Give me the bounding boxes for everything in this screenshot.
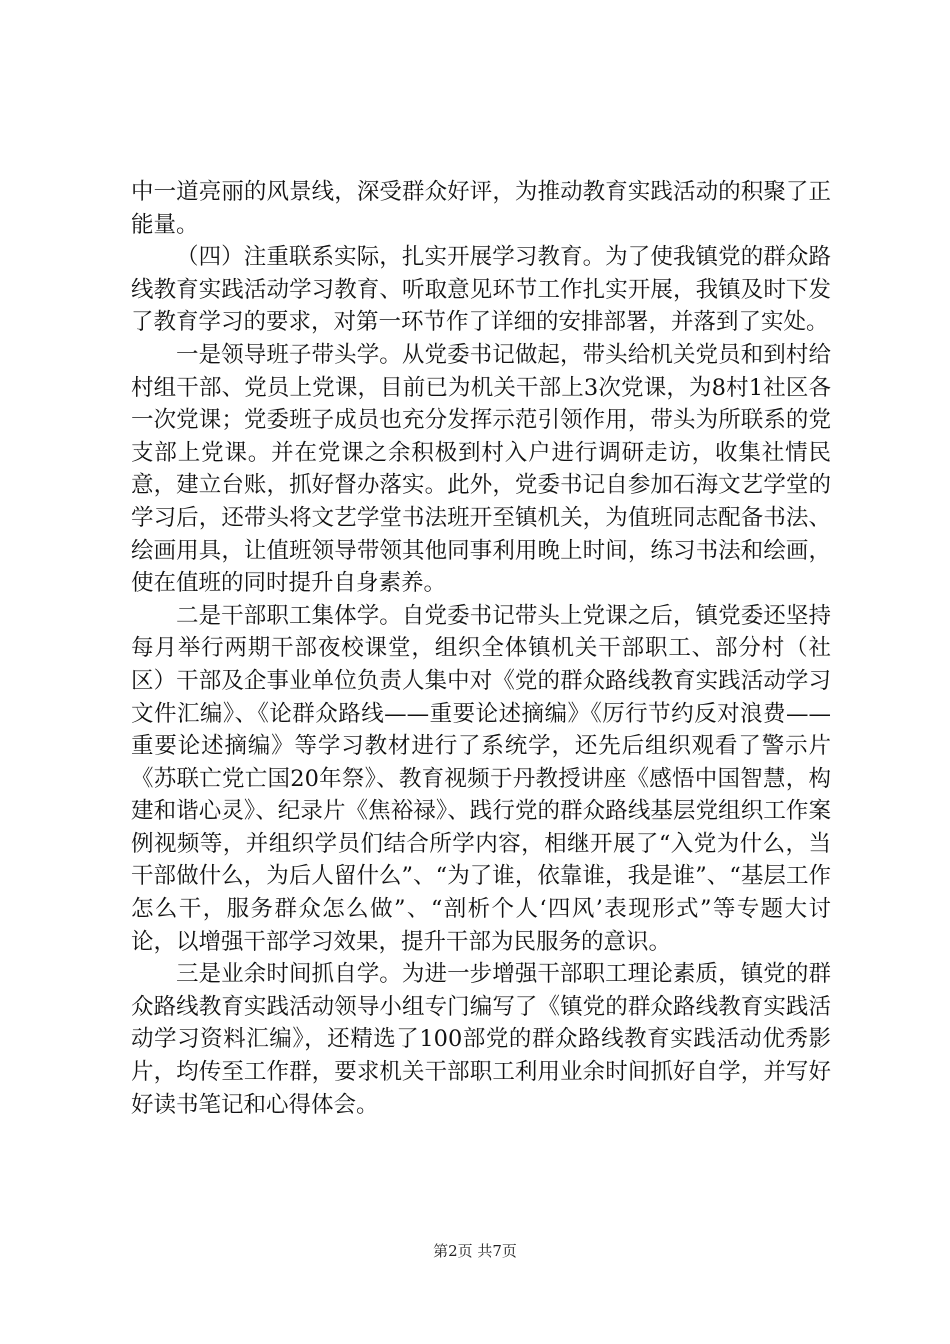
paragraph-self-study: 三是业余时间抓自学。为进一步增强干部职工理论素质，镇党的群众路线教育实践活动领导小组专门编写了《镇党的群众路线教育实践活动学习资料汇编》，还精选了100部党的群众路线教育实践活动优秀影片，均传至工作群，要求机关干部职工利用业余时间抓好自学，并写好好读书笔记和心得体会。 bbox=[131, 961, 831, 1118]
document-body bbox=[131, 176, 831, 1121]
paragraph-collective-study: 二是干部职工集体学。自党委书记带头上党课之后，镇党委还坚持每月举行两期干部夜校课堂，组织全体镇机关干部职工、部分村（社区）干部及企事业单位负责人集中对《党的群众路线教育实践活动学习文件汇编》、《论群众路线——重要论述摘编》《厉行节约反对浪费——重要论述摘编》等学习教材进行了系统学，还先后组织观看了警示片《苏联亡党亡国20年祭》、教育视频于丹教授讲座《感悟中国智慧，构建和谐心灵》、纪录片《焦裕禄》、践行党的群众路线基层党组织工作案例视频等，并组织学员们结合所学内容，相继开展了“入党为什么，当干部做什么，为后人留什么”、“为了谁，依靠谁，我是谁”、“基层工作怎么干，服务群众怎么做”、“剖析个人‘四风’表现形式”等专题大讨论，以增强干部学习效果，提升干部为民服务的意识。 bbox=[131, 602, 831, 955]
paragraph-section-four: （四）注重联系实际，扎实开展学习教育。为了使我镇党的群众路线教育实践活动学习教育、听取意见环节工作扎实开展，我镇及时下发了教育学习的要求，对第一环节作了详细的安排部署，并落到了实处。 bbox=[131, 244, 831, 336]
paragraph-continuation: 中一道亮丽的风景线，深受群众好评，为推动教育实践活动的积聚了正能量。 bbox=[131, 179, 831, 238]
page-number-footer: 第2页 共7页 bbox=[433, 1242, 517, 1260]
paragraph-leadership-study: 一是领导班子带头学。从党委书记做起，带头给机关党员和到村给村组干部、党员上党课，目前已为机关干部上3次党课，为8村1社区各一次党课；党委班子成员也充分发挥示范引领作用，带头为所联系的党支部上党课。并在党课之余积极到村入户进行调研走访，收集社情民意，建立台账，抓好督办落实。此外，党委书记自参加石海文艺学堂的学习后，还带头将文艺学堂书法班开至镇机关，为值班同志配备书法、绘画用具，让值班领导带领其他同事利用晚上时间，练习书法和绘画，使在值班的同时提升自身素养。 bbox=[131, 341, 831, 597]
